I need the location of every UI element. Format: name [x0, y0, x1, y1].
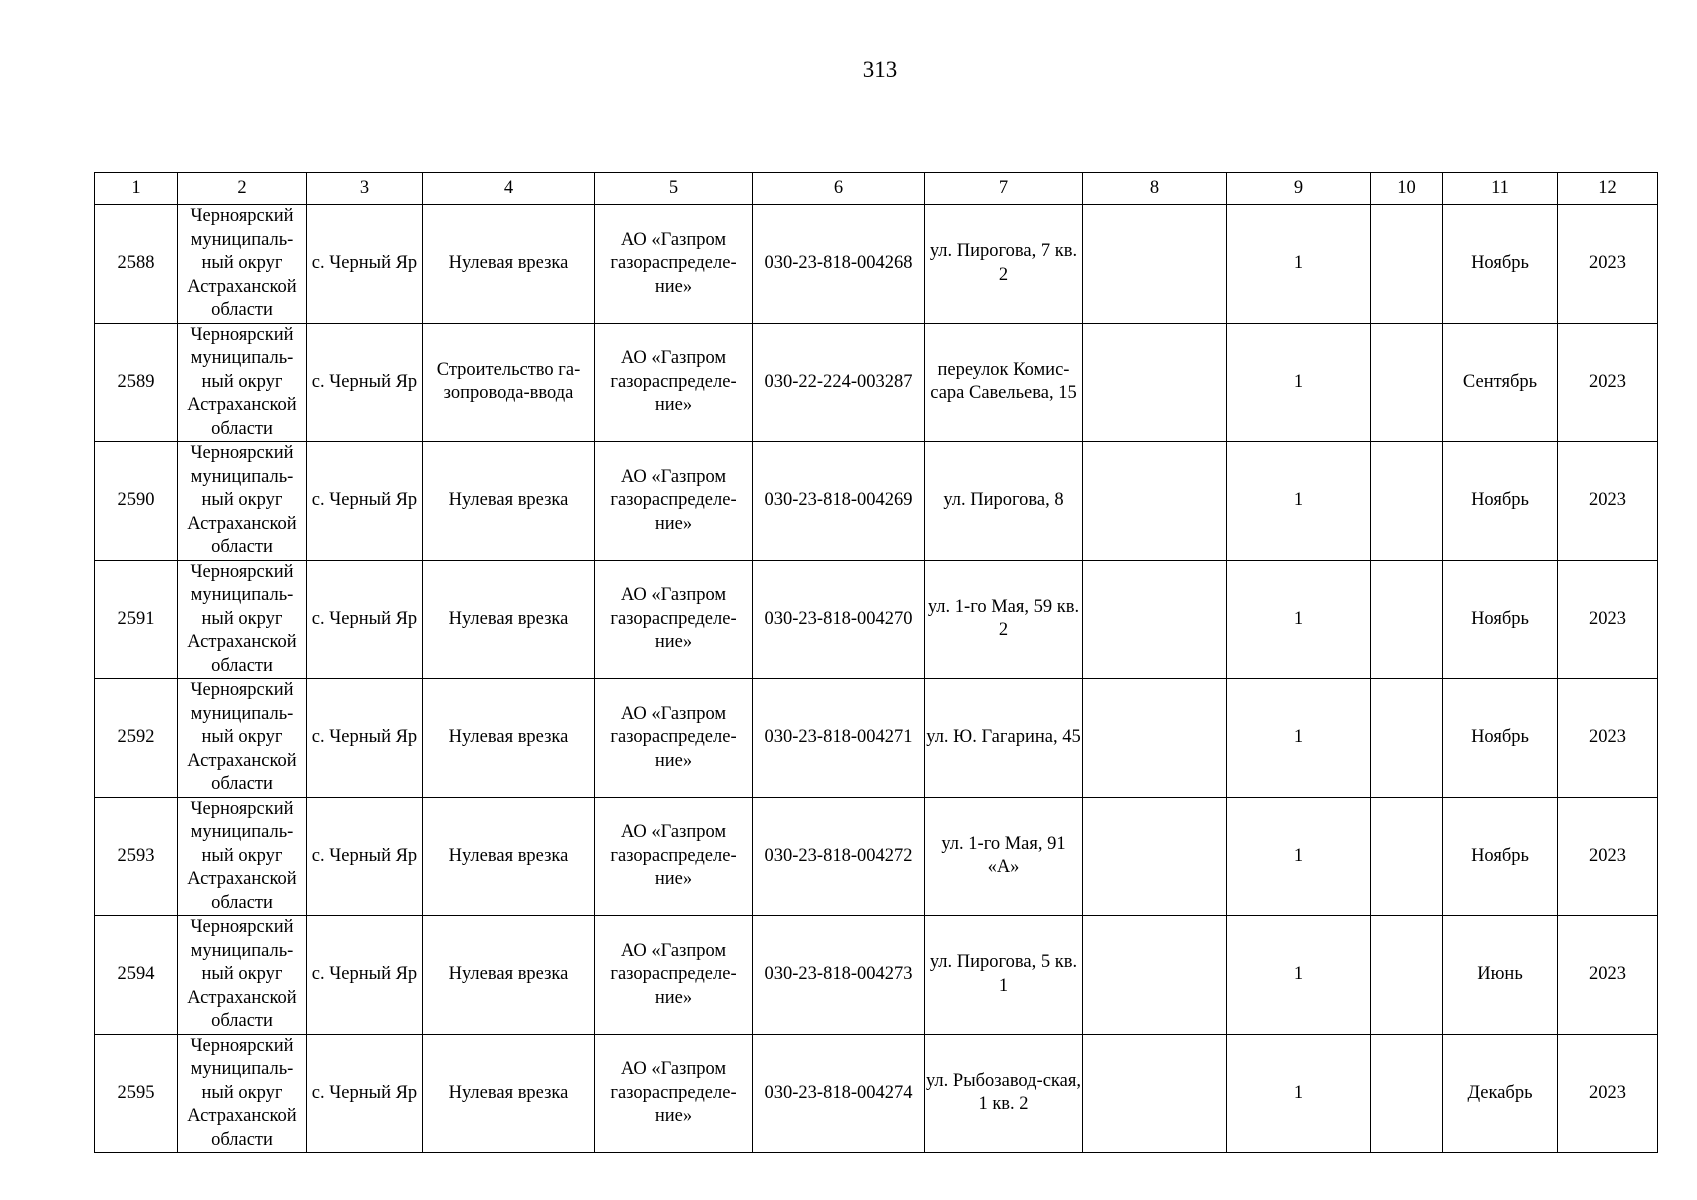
column-10-cell [1371, 323, 1443, 442]
column-header: 7 [925, 173, 1083, 205]
data-table [94, 172, 1658, 1153]
column-8-cell [1083, 797, 1227, 916]
month-cell: Ноябрь [1443, 679, 1558, 798]
count-cell: 1 [1227, 442, 1371, 561]
year-cell: 2023 [1558, 679, 1658, 798]
column-10-cell [1371, 797, 1443, 916]
month-cell: Ноябрь [1443, 797, 1558, 916]
count-cell: 1 [1227, 323, 1371, 442]
column-10-cell [1371, 205, 1443, 324]
table-row [95, 679, 1658, 798]
municipality-cell: Черноярский муниципаль-ный округ Астраханской области [178, 442, 307, 561]
page-number: 313 [862, 57, 898, 82]
month-cell: Ноябрь [1443, 205, 1558, 324]
address-cell: переулок Комис-сара Савельева, 15 [925, 323, 1083, 442]
column-8-cell [1083, 916, 1227, 1035]
locality-cell: с. Черный Яр [307, 560, 423, 679]
registry-id-cell: 030-23-818-004271 [753, 679, 925, 798]
row-number-cell: 2590 [95, 442, 178, 561]
municipality-cell: Черноярский муниципаль-ный округ Астраханской области [178, 1034, 307, 1153]
table-body [95, 205, 1658, 1153]
column-8-cell [1083, 205, 1227, 324]
year-cell: 2023 [1558, 1034, 1658, 1153]
municipality-cell: Черноярский муниципаль-ный округ Астраханской области [178, 205, 307, 324]
work-type-cell: Нулевая врезка [423, 560, 595, 679]
column-header: 2 [178, 173, 307, 205]
locality-cell: с. Черный Яр [307, 916, 423, 1035]
count-cell: 1 [1227, 916, 1371, 1035]
locality-cell: с. Черный Яр [307, 442, 423, 561]
month-cell: Июнь [1443, 916, 1558, 1035]
locality-cell: с. Черный Яр [307, 1034, 423, 1153]
address-cell: ул. Рыбозавод-ская, 1 кв. 2 [925, 1034, 1083, 1153]
column-8-cell [1083, 323, 1227, 442]
address-cell: ул. 1-го Мая, 91 «А» [925, 797, 1083, 916]
header-row [95, 173, 1658, 205]
work-type-cell: Нулевая врезка [423, 679, 595, 798]
locality-cell: с. Черный Яр [307, 205, 423, 324]
column-header: 5 [595, 173, 753, 205]
column-header: 10 [1371, 173, 1443, 205]
column-10-cell [1371, 916, 1443, 1035]
locality-cell: с. Черный Яр [307, 323, 423, 442]
row-number-cell: 2588 [95, 205, 178, 324]
year-cell: 2023 [1558, 560, 1658, 679]
row-number-cell: 2595 [95, 1034, 178, 1153]
registry-id-cell: 030-23-818-004269 [753, 442, 925, 561]
work-type-cell: Строительство га-зопровода-ввода [423, 323, 595, 442]
work-type-cell: Нулевая врезка [423, 916, 595, 1035]
year-cell: 2023 [1558, 442, 1658, 561]
year-cell: 2023 [1558, 916, 1658, 1035]
month-cell: Ноябрь [1443, 442, 1558, 561]
registry-id-cell: 030-23-818-004270 [753, 560, 925, 679]
month-cell: Ноябрь [1443, 560, 1558, 679]
year-cell: 2023 [1558, 797, 1658, 916]
column-8-cell [1083, 560, 1227, 679]
organization-cell: АО «Газпром газораспределе-ние» [595, 797, 753, 916]
column-header: 9 [1227, 173, 1371, 205]
column-header: 3 [307, 173, 423, 205]
work-type-cell: Нулевая врезка [423, 442, 595, 561]
municipality-cell: Черноярский муниципаль-ный округ Астраханской области [178, 323, 307, 442]
address-cell: ул. Пирогова, 8 [925, 442, 1083, 561]
row-number-cell: 2594 [95, 916, 178, 1035]
column-header: 8 [1083, 173, 1227, 205]
year-cell: 2023 [1558, 205, 1658, 324]
registry-id-cell: 030-23-818-004272 [753, 797, 925, 916]
column-header: 4 [423, 173, 595, 205]
month-cell: Декабрь [1443, 1034, 1558, 1153]
table-row [95, 1034, 1658, 1153]
count-cell: 1 [1227, 560, 1371, 679]
registry-id-cell: 030-23-818-004268 [753, 205, 925, 324]
column-header: 6 [753, 173, 925, 205]
table-row [95, 205, 1658, 324]
registry-id-cell: 030-23-818-004273 [753, 916, 925, 1035]
work-type-cell: Нулевая врезка [423, 205, 595, 324]
month-cell: Сентябрь [1443, 323, 1558, 442]
organization-cell: АО «Газпром газораспределе-ние» [595, 205, 753, 324]
table-row [95, 797, 1658, 916]
row-number-cell: 2591 [95, 560, 178, 679]
count-cell: 1 [1227, 205, 1371, 324]
column-10-cell [1371, 560, 1443, 679]
column-8-cell [1083, 679, 1227, 798]
municipality-cell: Черноярский муниципаль-ный округ Астраханской области [178, 916, 307, 1035]
column-8-cell [1083, 1034, 1227, 1153]
municipality-cell: Черноярский муниципаль-ный округ Астраханской области [178, 797, 307, 916]
registry-id-cell: 030-22-224-003287 [753, 323, 925, 442]
column-header: 1 [95, 173, 178, 205]
column-10-cell [1371, 679, 1443, 798]
organization-cell: АО «Газпром газораспределе-ние» [595, 916, 753, 1035]
table-row [95, 916, 1658, 1035]
address-cell: ул. Пирогова, 7 кв. 2 [925, 205, 1083, 324]
locality-cell: с. Черный Яр [307, 797, 423, 916]
table-row [95, 323, 1658, 442]
organization-cell: АО «Газпром газораспределе-ние» [595, 679, 753, 798]
municipality-cell: Черноярский муниципаль-ный округ Астраханской области [178, 679, 307, 798]
table-row [95, 442, 1658, 561]
count-cell: 1 [1227, 679, 1371, 798]
organization-cell: АО «Газпром газораспределе-ние» [595, 442, 753, 561]
count-cell: 1 [1227, 1034, 1371, 1153]
count-cell: 1 [1227, 797, 1371, 916]
organization-cell: АО «Газпром газораспределе-ние» [595, 1034, 753, 1153]
row-number-cell: 2593 [95, 797, 178, 916]
column-10-cell [1371, 442, 1443, 561]
address-cell: ул. 1-го Мая, 59 кв. 2 [925, 560, 1083, 679]
registry-id-cell: 030-23-818-004274 [753, 1034, 925, 1153]
year-cell: 2023 [1558, 323, 1658, 442]
column-header: 12 [1558, 173, 1658, 205]
work-type-cell: Нулевая врезка [423, 797, 595, 916]
table-header [95, 173, 1658, 205]
organization-cell: АО «Газпром газораспределе-ние» [595, 560, 753, 679]
address-cell: ул. Пирогова, 5 кв. 1 [925, 916, 1083, 1035]
work-type-cell: Нулевая врезка [423, 1034, 595, 1153]
column-8-cell [1083, 442, 1227, 561]
table-row [95, 560, 1658, 679]
organization-cell: АО «Газпром газораспределе-ние» [595, 323, 753, 442]
row-number-cell: 2589 [95, 323, 178, 442]
column-header: 11 [1443, 173, 1558, 205]
column-10-cell [1371, 1034, 1443, 1153]
locality-cell: с. Черный Яр [307, 679, 423, 798]
row-number-cell: 2592 [95, 679, 178, 798]
address-cell: ул. Ю. Гагарина, 45 [925, 679, 1083, 798]
municipality-cell: Черноярский муниципаль-ный округ Астраханской области [178, 560, 307, 679]
